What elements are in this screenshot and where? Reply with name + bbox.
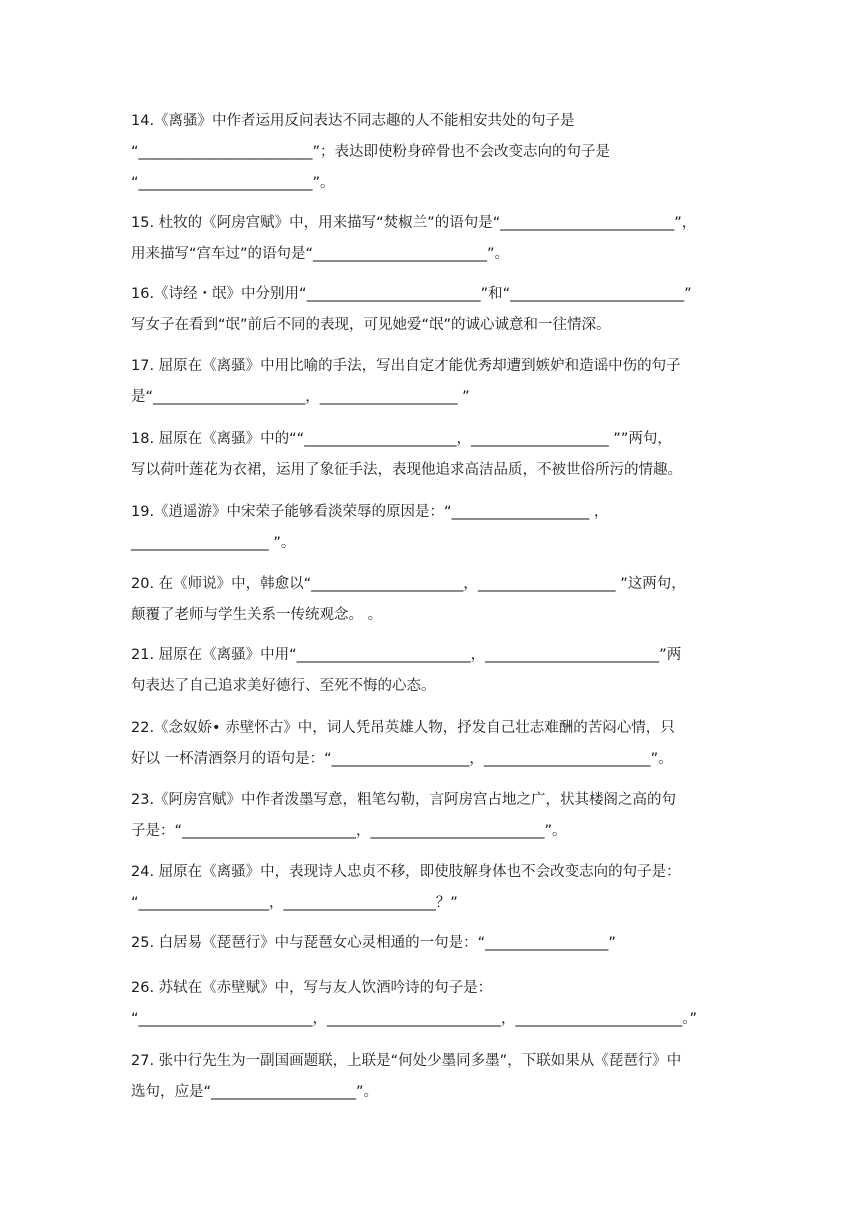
question-line: ___________________ ”。 (131, 535, 296, 551)
question-line: 子是：“________________________，________________________”。 (131, 823, 567, 839)
question-line: 25. 白居易《琵琶行》中与琵琶女心灵相通的一句是：“_________________” (131, 935, 616, 951)
question-line: 句表达了自己追求美好德行、至死不悔的心态。 (131, 678, 436, 694)
question-line: 18. 屈原在《离骚》中的““_____________________，___________________ ””两句， (131, 431, 672, 447)
question-line: 26. 苏轼在《赤壁赋》中，写与友人饮酒吟诗的句子是： (131, 980, 493, 996)
question-24 (131, 857, 741, 919)
question-line: 写女子在看到“氓”前后不同的表现，可见她爱“氓”的诚心诚意和一往情深。 (131, 317, 611, 333)
question-line: 17. 屈原在《离骚》中用比喻的手法，写出自定才能优秀却遭到嫉妒和造谣中伤的句子 (131, 358, 681, 374)
question-line: 好以 一杯清酒祭月的语句是：“___________________，_______________________”。 (131, 751, 673, 767)
question-20 (131, 569, 741, 631)
question-line: “__________________，_____________________？” (131, 895, 458, 911)
question-line: “________________________，________________________，_______________________。” (131, 1011, 698, 1027)
question-line: 15. 杜牧的《阿房宫赋》中，用来描写“焚椒兰”的语句是“________________________”， (131, 215, 697, 231)
question-line: 21. 屈原在《离骚》中用“________________________，________________________”两 (131, 647, 682, 663)
question-line: 24. 屈原在《离骚》中，表现诗人忠贞不移，即使肢解身体也不会改变志向的句子是： (131, 864, 681, 880)
question-line: “________________________”。 (131, 175, 335, 191)
question-23 (131, 785, 741, 847)
question-line: 19.《逍遥游》中宋荣子能够看淡荣辱的原因是：“___________________ ， (131, 504, 609, 520)
question-line: 20. 在《师说》中，韩愈以“_____________________，___________________ ”这两句， (131, 576, 686, 592)
question-line: 用来描写“宫车过”的语句是“________________________”。 (131, 246, 510, 262)
question-line: 14.《离骚》中作者运用反问表达不同志趣的人不能相安共处的句子是 (131, 113, 575, 129)
question-line: “________________________”；表达即使粉身碎骨也不会改变志向的句子是 (131, 144, 611, 160)
question-line: 27. 张中行先生为一副国画题联，上联是“何处少墨同多墨”，下联如果从《琵琶行》中 (131, 1053, 682, 1069)
question-line: 选句，应是“____________________”。 (131, 1084, 379, 1100)
question-17 (131, 351, 741, 413)
question-line: 16.《诗经・氓》中分别用“________________________”和“________________________” (131, 286, 692, 302)
question-16 (131, 279, 741, 341)
question-22 (131, 713, 741, 775)
question-line: 是“_____________________，___________________ ” (131, 389, 470, 405)
question-line: 23.《阿房宫赋》中作者泼墨写意，粗笔勾勒，言阿房宫占地之广，状其楼阁之高的句 (131, 792, 677, 808)
question-line: 写以荷叶莲花为衣裙，运用了象征手法，表现他追求高洁品质，不被世俗所污的情趣。 (131, 462, 682, 478)
question-27 (131, 1046, 741, 1108)
question-21 (131, 640, 741, 702)
question-19 (131, 497, 741, 559)
question-15 (131, 208, 741, 270)
question-line: 22.《念奴娇• 赤壁怀古》中，词人凭吊英雄人物，抒发自己壮志难酬的苦闷心情，只 (131, 720, 675, 736)
question-25 (131, 928, 741, 959)
question-line: 颠覆了老师与学生关系一传统观念。 。 (131, 607, 383, 623)
question-26 (131, 973, 741, 1035)
question-14 (131, 106, 741, 199)
question-18 (131, 424, 741, 486)
